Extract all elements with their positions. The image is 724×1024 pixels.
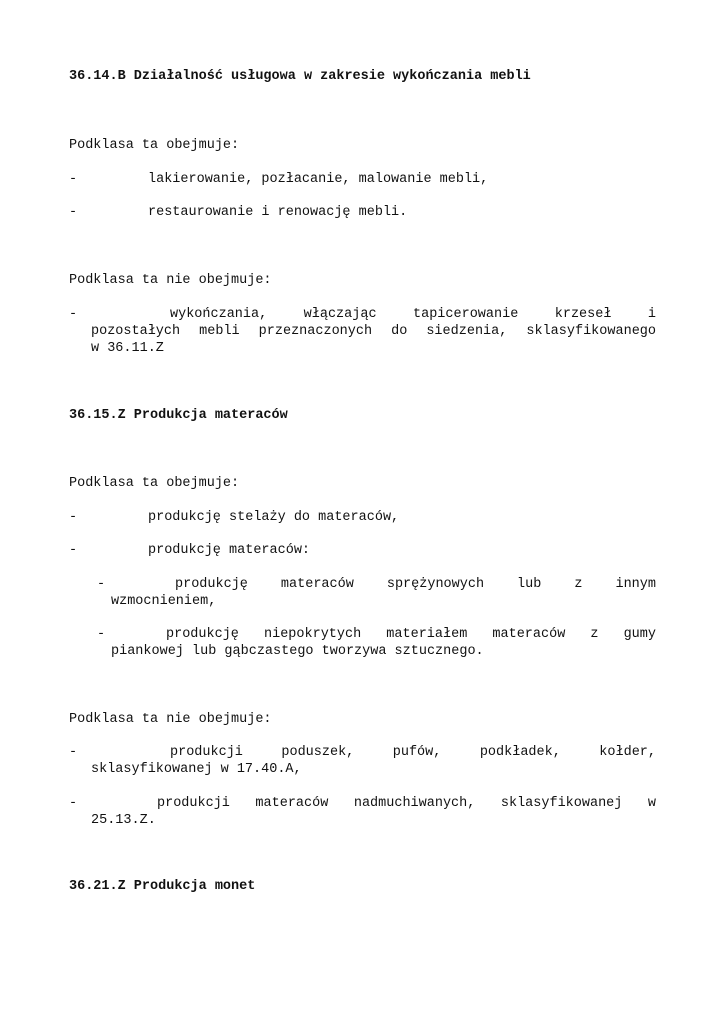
sub-list-item-continuation: piankowej lub gąbczastego tworzywa sztucznego. <box>111 644 484 659</box>
bullet-dash: - <box>69 543 78 558</box>
sub-list-item: produkcję niepokrytych materiałem materaców z gumy <box>166 627 656 642</box>
bullet-dash: - <box>69 510 78 525</box>
list-item: produkcji materaców nadmuchiwanych, sklasyfikowanej w <box>157 796 656 811</box>
bullet-dash: - <box>69 205 78 220</box>
list-item-continuation: 25.13.Z. <box>91 813 156 828</box>
list-item-continuation: w 36.11.Z <box>91 341 164 356</box>
list-item: restaurowanie i renowację mebli. <box>148 205 408 220</box>
list-item: produkcję stelaży do materaców, <box>148 510 400 525</box>
bullet-dash: - <box>69 172 78 187</box>
section-heading: 36.14.B Działalność usługowa w zakresie wykończania mebli <box>69 69 531 84</box>
sub-list-item-continuation: wzmocnieniem, <box>111 594 217 609</box>
list-item: produkcję materaców: <box>148 543 311 558</box>
list-item: wykończania, włączając tapicerowanie krzeseł i <box>170 307 656 322</box>
bullet-dash: - <box>69 796 78 811</box>
bullet-dash: - <box>97 627 106 642</box>
includes-label: Podklasa ta obejmuje: <box>69 138 240 153</box>
list-item: lakierowanie, pozłacanie, malowanie mebli, <box>148 172 489 187</box>
bullet-dash: - <box>69 745 78 760</box>
list-item-continuation: sklasyfikowanej w 17.40.A, <box>91 762 302 777</box>
includes-label: Podklasa ta obejmuje: <box>69 476 240 491</box>
bullet-dash: - <box>97 577 106 592</box>
bullet-dash: - <box>69 307 78 322</box>
list-item: produkcji poduszek, pufów, podkładek, kołder, <box>170 745 656 760</box>
list-item-continuation: pozostałych mebli przeznaczonych do siedzenia, sklasyfikowanego <box>91 324 656 339</box>
section-heading: 36.21.Z Produkcja monet <box>69 879 256 894</box>
sub-list-item: produkcję materaców sprężynowych lub z innym <box>175 577 656 592</box>
section-heading: 36.15.Z Produkcja materaców <box>69 408 288 423</box>
excludes-label: Podklasa ta nie obejmuje: <box>69 712 272 727</box>
excludes-label: Podklasa ta nie obejmuje: <box>69 273 272 288</box>
